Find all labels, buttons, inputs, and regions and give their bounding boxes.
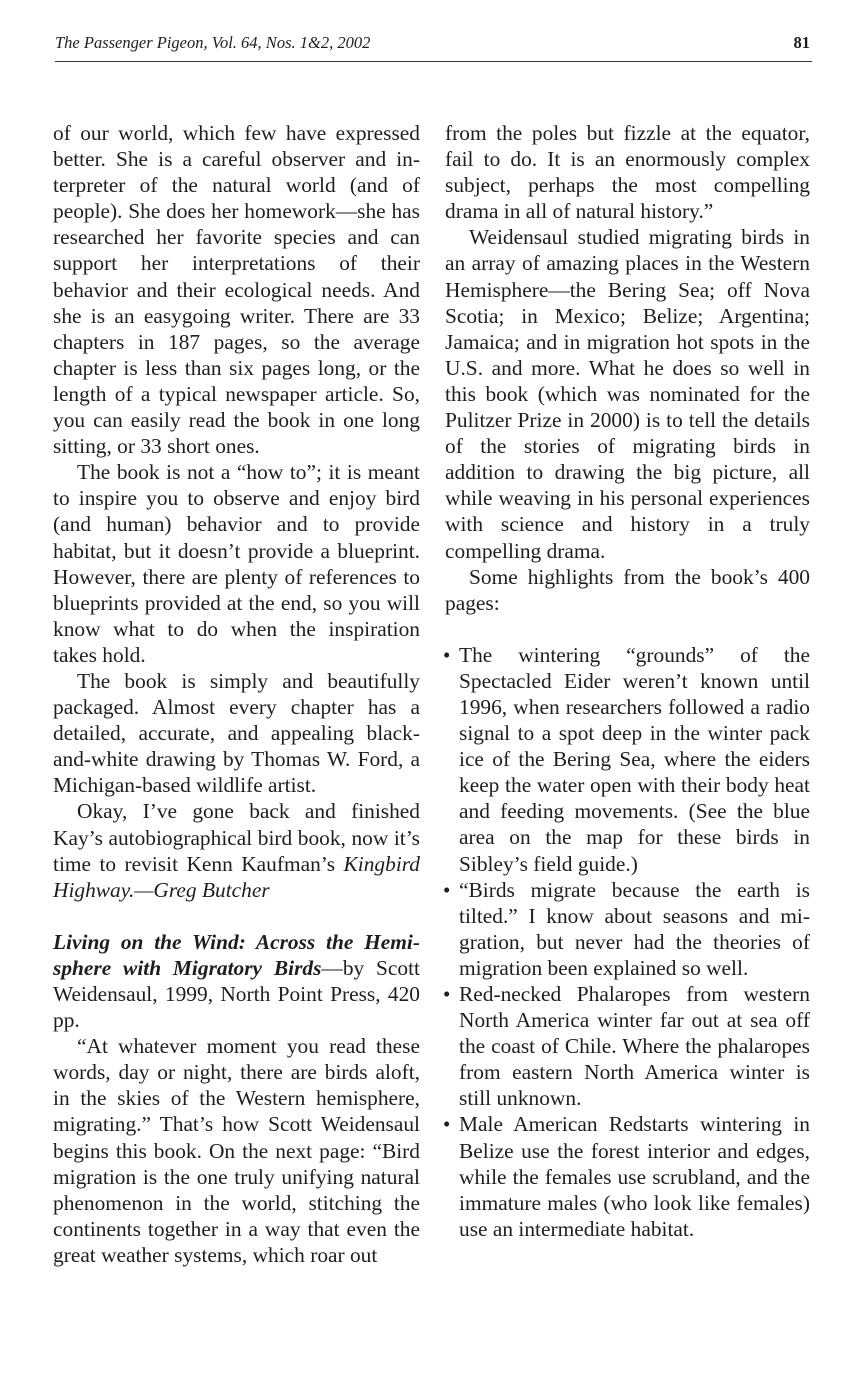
section-spacer — [53, 903, 420, 929]
list-item: • Male American Redstarts wintering in Belize use the forest interior and edges, while the females use scrubland, and the immature males (who look like females) use an intermediate habitat. — [445, 1111, 810, 1241]
list-item: • Red-necked Phalaropes from western North America winter far out at sea off the coast of Chile. Where the phalaropes from eastern North America winter is still unknown. — [445, 981, 810, 1111]
paragraph: The book is not a “how to”; it is meant to inspire you to observe and enjoy bird (and human) behavior and to provide habitat, but it doesn’t provide a blueprint. However, there are plenty of references to blueprints provided at the end, so you will know what to do when the inspiration takes hold. — [53, 460, 420, 667]
paragraph: “At whatever moment you read these words, day or night, there are birds aloft, in the skies of the Western hemisphere, migrating.” That’s how Scott Weidensaul begins this book. On the next page: “Bird migration is the one truly unifying natural phenomenon in the world, stitching the continents together in a way that even the great weather systems, which roar out — [53, 1034, 420, 1267]
paragraph: of our world, which few have expressed better. She is a careful observer and interpreter of the natural world (and of people). She does her homework—she has researched her favorite species and can support her interpretations of their behavior and their ecological needs. And she is an easygoing writer. There are 33 chapters in 187 pages, so the average chapter is less than six pages long, or the length of a typical newspaper article. So, you can easily read the book in one long sitting, or 33 short ones. — [53, 121, 420, 459]
list-item: • “Birds migrate because the earth is tilted.” I know about seasons and migration, but never had the theories of migration been explained so well. — [445, 877, 810, 981]
section-spacer — [445, 616, 810, 642]
left-column — [53, 120, 420, 1268]
right-column — [445, 120, 810, 1242]
review-heading — [53, 929, 420, 1033]
paragraph-text: Okay, I’ve gone back and finished Kay’s autobiographical bird book, now it’s time to revisit Kenn Kaufman’s — [53, 799, 420, 876]
list-item: • The wintering “grounds” of the Spectacled Eider weren’t known until 1996, when researchers followed a radio signal to a spot deep in the winter pack ice of the Bering Sea, where the eiders keep the water open with their body heat and feeding movements. (See the blue area on the map for these birds in Sibley’s field guide.) — [445, 642, 810, 877]
reviewer-signature: —Greg Butcher — [134, 877, 270, 902]
paragraph-signoff — [53, 798, 420, 902]
review-citation: —by Scott Weidensaul, 1999, North Point Press, 420 pp. — [53, 955, 420, 1033]
paragraph: Some highlights from the book’s 400 pages: — [445, 564, 810, 615]
page-number: 81 — [793, 33, 810, 52]
paragraph: The book is simply and beautifully packaged. Almost every chapter has a detailed, accurate, and appealing black-and-white drawing by Thomas W. Ford, a Michigan-based wildlife artist. — [53, 668, 420, 798]
review-book-title: Living on the Wind: Across the Hemisphere with Migratory Birds — [53, 929, 420, 980]
running-header — [55, 33, 812, 62]
journal-citation: The Passenger Pigeon, Vol. 64, Nos. 1&2, 2002 — [55, 33, 371, 52]
paragraph: Weidensaul studied migrating birds in an array of amazing places in the Western Hemisphere—the Bering Sea; off Nova Scotia; in Mexico; Belize; Argentina; Jamaica; and in migration hot spots in the U.S. and more. What he does so well in this book (which was nominated for the Pulitzer Prize in 2000) is to tell the details of the stories of migrating birds in addition to drawing the big picture, all while weaving in his personal experiences with science and history in a truly compelling drama. — [445, 225, 810, 563]
paragraph: from the poles but fizzle at the equator, fail to do. It is an enormously complex subject, perhaps the most compelling drama in all of natural history.” — [445, 121, 810, 224]
highlights-list — [445, 642, 810, 1242]
book-title-italic: Kingbird Highway. — [53, 851, 420, 902]
